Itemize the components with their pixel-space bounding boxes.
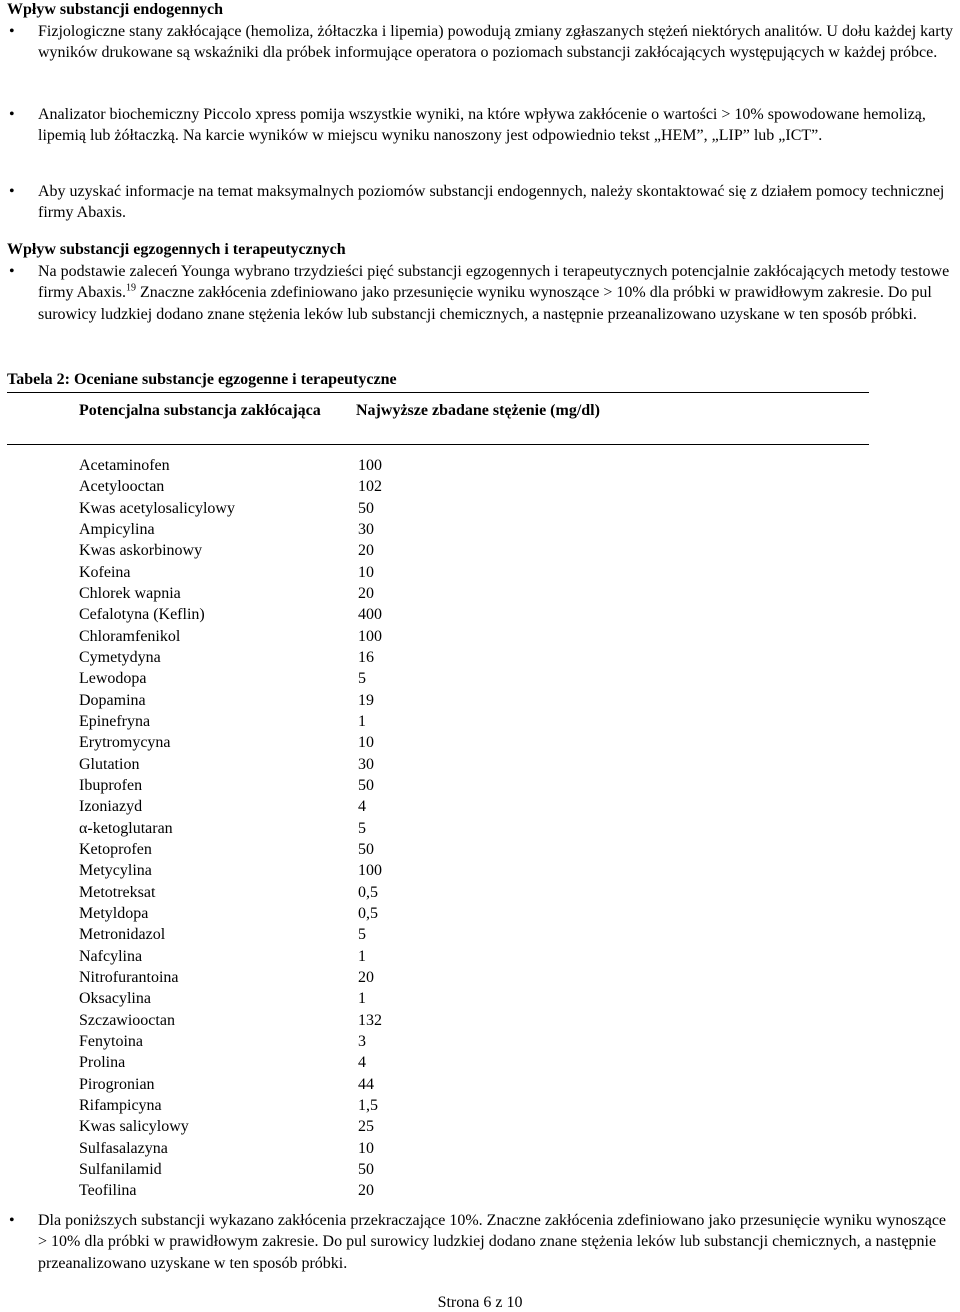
bullet-contact-support: • Aby uzyskać informacje na temat maksymalnych poziomów substancji endogennych, należy skontaktować się z działem pomocy technicznej firmy Abaxis. xyxy=(38,181,958,224)
table-header-rule xyxy=(7,444,869,445)
max-concentration: 50 xyxy=(358,1160,374,1178)
table-header-concentration: Najwyższe zbadane stężenie (mg/dl) xyxy=(356,402,600,419)
table-row xyxy=(0,476,960,497)
substance-name: Nitrofurantoina xyxy=(79,968,179,986)
max-concentration: 1,5 xyxy=(358,1096,378,1114)
substance-name: Cymetydyna xyxy=(79,648,161,666)
substance-name: α-ketoglutaran xyxy=(79,819,173,837)
substance-name: Kofeina xyxy=(79,563,131,581)
max-concentration: 50 xyxy=(358,499,374,517)
table-row xyxy=(0,690,960,711)
substance-name: Acetaminofen xyxy=(79,457,170,474)
table-row xyxy=(0,903,960,924)
substance-name: Sulfanilamid xyxy=(79,1160,162,1178)
table-row xyxy=(0,1116,960,1137)
table-row xyxy=(0,946,960,967)
substance-name: Ibuprofen xyxy=(79,776,143,794)
table-row xyxy=(0,498,960,519)
substance-name: Kwas acetylosalicylowy xyxy=(79,499,235,517)
substance-name: Ketoprofen xyxy=(79,840,152,858)
substance-name: Nafcylina xyxy=(79,947,143,965)
substance-name: Chloramfenikol xyxy=(79,627,181,645)
substance-name: Dopamina xyxy=(79,691,146,709)
max-concentration: 102 xyxy=(358,478,382,496)
table-row xyxy=(0,754,960,775)
bullet-young-recommendations xyxy=(38,261,958,325)
max-concentration: 132 xyxy=(358,1011,382,1029)
table-row xyxy=(0,1031,960,1052)
max-concentration: 30 xyxy=(358,520,374,538)
max-concentration: 50 xyxy=(358,840,374,858)
max-concentration: 4 xyxy=(358,1054,366,1072)
table-body xyxy=(0,455,960,1201)
table-row xyxy=(0,1095,960,1116)
substance-name: Erytromycyna xyxy=(79,734,171,752)
max-concentration: 16 xyxy=(358,648,374,666)
substance-name: Prolina xyxy=(79,1054,126,1072)
table-row xyxy=(0,775,960,796)
max-concentration: 20 xyxy=(358,542,374,560)
max-concentration: 100 xyxy=(358,862,382,880)
substance-name: Metronidazol xyxy=(79,926,166,944)
max-concentration: 20 xyxy=(358,968,374,986)
section-heading-endogenous: Wpływ substancji endogennych xyxy=(7,1,224,18)
max-concentration: 0,5 xyxy=(358,883,378,901)
table-row xyxy=(0,732,960,753)
table-row xyxy=(0,583,960,604)
max-concentration: 5 xyxy=(358,819,366,837)
table-row xyxy=(0,924,960,945)
page-footer: Strona 6 z 10 xyxy=(437,1294,523,1311)
substance-name: Pirogronian xyxy=(79,1075,155,1093)
table-row xyxy=(0,1052,960,1073)
table-row xyxy=(0,988,960,1009)
substance-name: Kwas salicylowy xyxy=(79,1118,189,1136)
max-concentration: 20 xyxy=(358,1182,374,1200)
table-row xyxy=(0,882,960,903)
substance-name: Lewodopa xyxy=(79,670,147,688)
table-row xyxy=(0,1010,960,1031)
max-concentration: 100 xyxy=(358,627,382,645)
max-concentration: 100 xyxy=(358,457,382,474)
substance-name: Epinefryna xyxy=(79,712,151,730)
table-row xyxy=(0,1159,960,1180)
max-concentration: 10 xyxy=(358,563,374,581)
max-concentration: 5 xyxy=(358,926,366,944)
section-heading-exogenous: Wpływ substancji egzogennych i terapeutycznych xyxy=(7,241,346,258)
max-concentration: 1 xyxy=(358,712,366,730)
substance-name: Oksacylina xyxy=(79,990,151,1008)
table-row xyxy=(0,1138,960,1159)
max-concentration: 0,5 xyxy=(358,904,378,922)
bullet-text-part2: Znaczne zakłócenia zdefiniowano jako przesunięcie wyniku wynoszące > 10% dla próbki w prawidłowym zakresie. Do pul surowicy ludzkiej dodano znane stężenia leków lub substancji chemicznych, a następnie przeanalizowano uzyskane w ten sposób próbki. xyxy=(38,284,932,323)
substance-name: Rifampicyna xyxy=(79,1096,162,1114)
table-row xyxy=(0,604,960,625)
table-title: Tabela 2: Oceniane substancje egzogenne i terapeutyczne xyxy=(7,371,397,388)
substance-name: Kwas askorbinowy xyxy=(79,542,203,560)
bullet-text-part1: Na podstawie zaleceń Younga wybrano trzydzieści pięć substancji egzogennych i terapeutycznych potencjalnie zakłócających metody testowe firmy Abaxis. xyxy=(38,263,950,302)
table-row xyxy=(0,519,960,540)
max-concentration: 20 xyxy=(358,584,374,602)
table-row xyxy=(0,626,960,647)
table-row xyxy=(0,647,960,668)
substance-name: Sulfasalazyna xyxy=(79,1139,168,1157)
substance-name: Fenytoina xyxy=(79,1032,143,1050)
max-concentration: 1 xyxy=(358,990,366,1008)
max-concentration: 1 xyxy=(358,947,366,965)
max-concentration: 10 xyxy=(358,734,374,752)
substance-name: Szczawiooctan xyxy=(79,1011,175,1029)
max-concentration: 5 xyxy=(358,670,366,688)
max-concentration: 3 xyxy=(358,1032,366,1050)
bullet-analyzer-suppression: • Analizator biochemiczny Piccolo xpress pomija wszystkie wyniki, na które wpływa zakłócenie o wartości > 10% spowodowane hemolizą, lipemią lub żółtaczką. Na karcie wyników w miejscu wyniku nanoszony jest odpowiednio tekst „HEM”, „LIP” lub „ICT”. xyxy=(38,104,958,147)
bullet-interference-above-10: • Dla poniższych substancji wykazano zakłócenia przekraczające 10%. Znaczne zakłócenia zdefiniowano jako przesunięcie wyniku wynoszące > 10% dla próbki w prawidłowym zakresie. Do pul surowicy ludzkiej dodano znane stężenia leków lub substancji chemicznych, a następnie przeanalizowano uzyskane w ten sposób próbki. xyxy=(38,1210,958,1274)
table-row xyxy=(0,711,960,732)
table-row xyxy=(0,818,960,839)
substance-name: Metyldopa xyxy=(79,904,149,922)
table-header-substance: Potencjalna substancja zakłócająca xyxy=(79,402,321,419)
substance-name: Izoniazyd xyxy=(79,798,143,816)
substance-name: Teofilina xyxy=(79,1182,137,1200)
max-concentration: 400 xyxy=(358,606,382,624)
max-concentration: 25 xyxy=(358,1118,374,1136)
substance-name: Glutation xyxy=(79,755,140,773)
table-row xyxy=(0,1180,960,1201)
table-row xyxy=(0,796,960,817)
substance-name: Metotreksat xyxy=(79,883,156,901)
max-concentration: 50 xyxy=(358,776,374,794)
substance-name: Cefalotyna (Keflin) xyxy=(79,606,205,624)
substance-name: Ampicylina xyxy=(79,520,155,538)
max-concentration: 10 xyxy=(358,1139,374,1157)
reference-superscript: 19 xyxy=(126,282,136,294)
table-top-rule xyxy=(7,392,869,393)
substance-name: Acetylooctan xyxy=(79,478,165,496)
table-row xyxy=(0,562,960,583)
max-concentration: 44 xyxy=(358,1075,374,1093)
table-row xyxy=(0,540,960,561)
substance-name: Chlorek wapnia xyxy=(79,584,181,602)
bullet-physiological-states: • Fizjologiczne stany zakłócające (hemoliza, żółtaczka i lipemia) powodują zmiany zgłaszanych stężeń niektórych analitów. U dołu każdej karty wyników drukowane są wskaźniki dla próbek informujące operatora o poziomach substancji zakłócających występujących w każdej próbce. xyxy=(38,21,958,64)
table-row xyxy=(0,967,960,988)
table-row xyxy=(0,668,960,689)
table-row xyxy=(0,455,960,476)
max-concentration: 30 xyxy=(358,755,374,773)
max-concentration: 19 xyxy=(358,691,374,709)
max-concentration: 4 xyxy=(358,798,366,816)
table-row xyxy=(0,1074,960,1095)
table-row xyxy=(0,839,960,860)
table-row xyxy=(0,860,960,881)
substance-name: Metycylina xyxy=(79,862,152,880)
